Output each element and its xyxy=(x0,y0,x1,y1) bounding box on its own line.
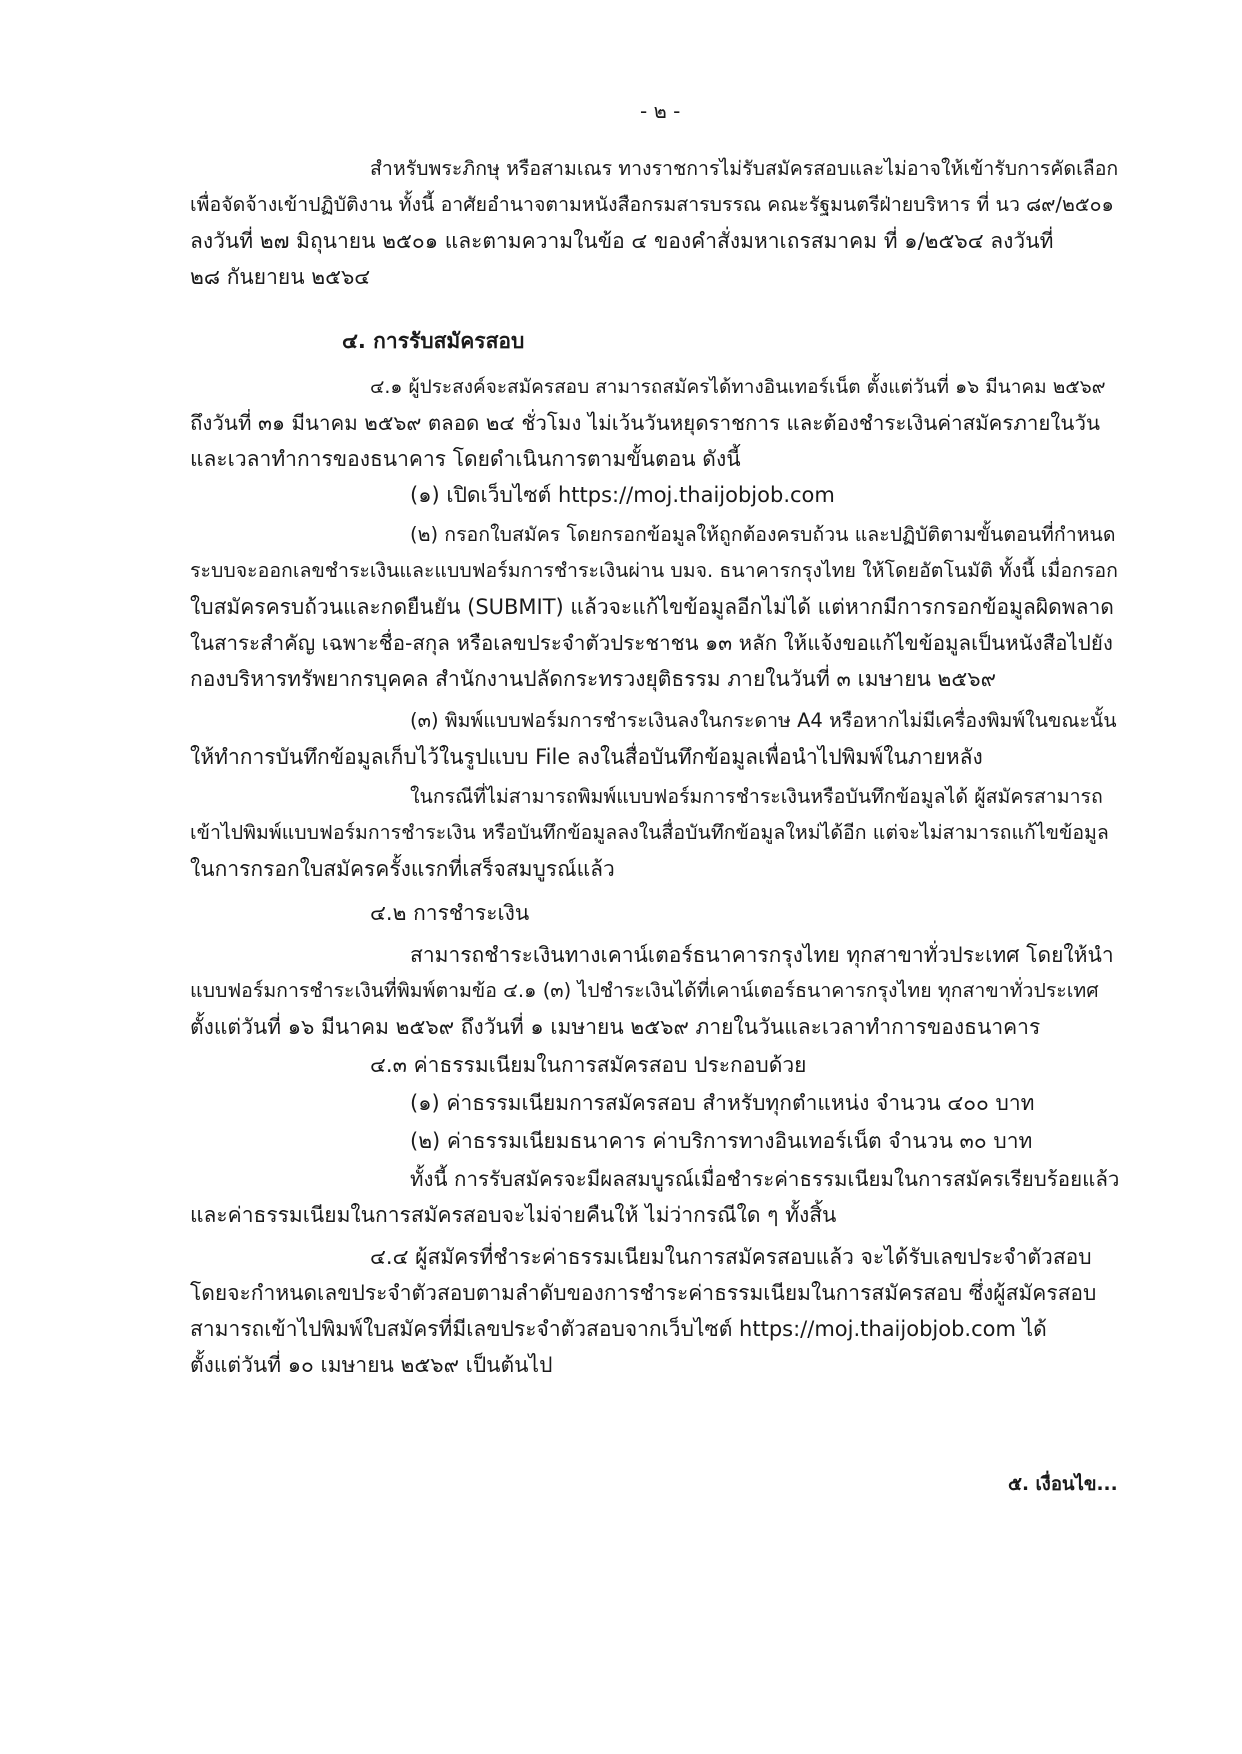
intro-line-4: ๒๘ กันยายน ๒๕๖๔ xyxy=(190,265,371,289)
s42-line-2: แบบฟอร์มการชำระเงินที่พิมพ์ตามข้อ ๔.๑ (๓) ไปชำระเงินได้ที่เคาน์เตอร์ธนาคารกรุงไทย ทุกสาขาทั่วประเทศ xyxy=(190,979,1099,1002)
intro-line-1: สำหรับพระภิกษุ หรือสามเณร ทางราชการไม่รับสมัครสอบและไม่อาจให้เข้ารับการคัดเลือก xyxy=(370,157,1119,180)
section-4-heading: ๔. การรับสมัครสอบ xyxy=(342,329,525,353)
step-2-line-1: (๒) กรอกใบสมัคร โดยกรอกข้อมูลให้ถูกต้องครบถ้วน และปฏิบัติตามขั้นตอนที่กำหนด xyxy=(410,523,1116,546)
intro-line-2: เพื่อจัดจ้างเข้าปฏิบัติงาน ทั้งนี้ อาศัยอำนาจตามหนังสือกรมสารบรรณ คณะรัฐมนตรีฝ่ายบริหาร ที่ นว ๘๙/๒๕๐๑ xyxy=(190,193,1114,216)
step-2-line-3: ใบสมัครครบถ้วนและกดยืนยัน (SUBMIT) แล้วจะแก้ไขข้อมูลอีกไม่ได้ แต่หากมีการกรอกข้อมูลผิดพลาด xyxy=(190,595,1114,619)
step-1: (๑) เปิดเว็บไซต์ https://moj.thaijobjob.com xyxy=(410,483,835,507)
continuation-marker: ๕. เงื่อนไข... xyxy=(1008,1474,1118,1495)
s44-line-1: ๔.๔ ผู้สมัครที่ชำระค่าธรรมเนียมในการสมัครสอบแล้ว จะได้รับเลขประจำตัวสอบ xyxy=(370,1245,1092,1269)
step-3-note-line-2: เข้าไปพิมพ์แบบฟอร์มการชำระเงิน หรือบันทึกข้อมูลลงในสื่อบันทึกข้อมูลใหม่ได้อีก แต่จะไม่สามารถแก้ไขข้อมูล xyxy=(190,821,1109,844)
s42-line-1: สามารถชำระเงินทางเคาน์เตอร์ธนาคารกรุงไทย ทุกสาขาทั่วประเทศ โดยให้นำ xyxy=(410,943,1114,967)
s42-heading: ๔.๒ การชำระเงิน xyxy=(370,901,530,925)
step-2-line-5: กองบริหารทรัพยากรบุคคล สำนักงานปลัดกระทรวงยุติธรรม ภายในวันที่ ๓ เมษายน ๒๕๖๙ xyxy=(190,667,997,691)
step-2-line-2: ระบบจะออกเลขชำระเงินและแบบฟอร์มการชำระเงินผ่าน บมจ. ธนาคารกรุงไทย ให้โดยอัตโนมัติ ทั้งนี้ เมื่อกรอก xyxy=(190,559,1118,582)
s44-line-3: สามารถเข้าไปพิมพ์ใบสมัครที่มีเลขประจำตัวสอบจากเว็บไซต์ https://moj.thaijobjob.com ได้ xyxy=(190,1317,1047,1341)
s41-line-3: และเวลาทำการของธนาคาร โดยดำเนินการตามขั้นตอน ดังนี้ xyxy=(190,447,741,471)
s42-line-3: ตั้งแต่วันที่ ๑๖ มีนาคม ๒๕๖๙ ถึงวันที่ ๑ เมษายน ๒๕๖๙ ภายในวันและเวลาทำการของธนาคาร xyxy=(190,1015,1041,1039)
s41-line-1: ๔.๑ ผู้ประสงค์จะสมัครสอบ สามารถสมัครได้ทางอินเทอร์เน็ต ตั้งแต่วันที่ ๑๖ มีนาคม ๒๕๖๙ xyxy=(370,376,1106,398)
step-2-line-4: ในสาระสำคัญ เฉพาะชื่อ-สกุล หรือเลขประจำตัวประชาชน ๑๓ หลัก ให้แจ้งขอแก้ไขข้อมูลเป็นหนังสือไปยัง xyxy=(190,631,1113,655)
fee-note-line-1: ทั้งนี้ การรับสมัครจะมีผลสมบูรณ์เมื่อชำระค่าธรรมเนียมในการสมัครเรียบร้อยแล้ว xyxy=(410,1167,1120,1191)
s44-line-4: ตั้งแต่วันที่ ๑๐ เมษายน ๒๕๖๙ เป็นต้นไป xyxy=(190,1353,553,1377)
step-3-line-1: (๓) พิมพ์แบบฟอร์มการชำระเงินลงในกระดาษ A4 หรือหากไม่มีเครื่องพิมพ์ในขณะนั้น xyxy=(410,709,1117,732)
s44-line-2: โดยจะกำหนดเลขประจำตัวสอบตามลำดับของการชำระค่าธรรมเนียมในการสมัครสอบ ซึ่งผู้สมัครสอบ xyxy=(190,1281,1097,1305)
fee-1: (๑) ค่าธรรมเนียมการสมัครสอบ สำหรับทุกตำแหน่ง จำนวน ๔๐๐ บาท xyxy=(410,1091,1035,1115)
s41-line-2: ถึงวันที่ ๓๑ มีนาคม ๒๕๖๙ ตลอด ๒๔ ชั่วโมง ไม่เว้นวันหยุดราชการ และต้องชำระเงินค่าสมัครภายในวัน xyxy=(190,411,1100,435)
step-3-line-2: ให้ทำการบันทึกข้อมูลเก็บไว้ในรูปแบบ File ลงในสื่อบันทึกข้อมูลเพื่อนำไปพิมพ์ในภายหลัง xyxy=(190,745,983,769)
step-3-note-line-1: ในกรณีที่ไม่สามารถพิมพ์แบบฟอร์มการชำระเงินหรือบันทึกข้อมูลได้ ผู้สมัครสามารถ xyxy=(410,785,1103,808)
step-3-note-line-3: ในการกรอกใบสมัครครั้งแรกที่เสร็จสมบูรณ์แล้ว xyxy=(190,857,615,881)
page-number: - ๒ - xyxy=(640,99,681,123)
intro-line-3: ลงวันที่ ๒๗ มิถุนายน ๒๕๐๑ และตามความในข้อ ๔ ของคำสั่งมหาเถรสมาคม ที่ ๑/๒๕๖๔ ลงวันที่ xyxy=(190,229,1054,253)
s43-heading: ๔.๓ ค่าธรรมเนียมในการสมัครสอบ ประกอบด้วย xyxy=(370,1053,807,1077)
fee-2: (๒) ค่าธรรมเนียมธนาคาร ค่าบริการทางอินเทอร์เน็ต จำนวน ๓๐ บาท xyxy=(410,1129,1033,1153)
fee-note-line-2: และค่าธรรมเนียมในการสมัครสอบจะไม่จ่ายคืนให้ ไม่ว่ากรณีใด ๆ ทั้งสิ้น xyxy=(190,1203,837,1227)
